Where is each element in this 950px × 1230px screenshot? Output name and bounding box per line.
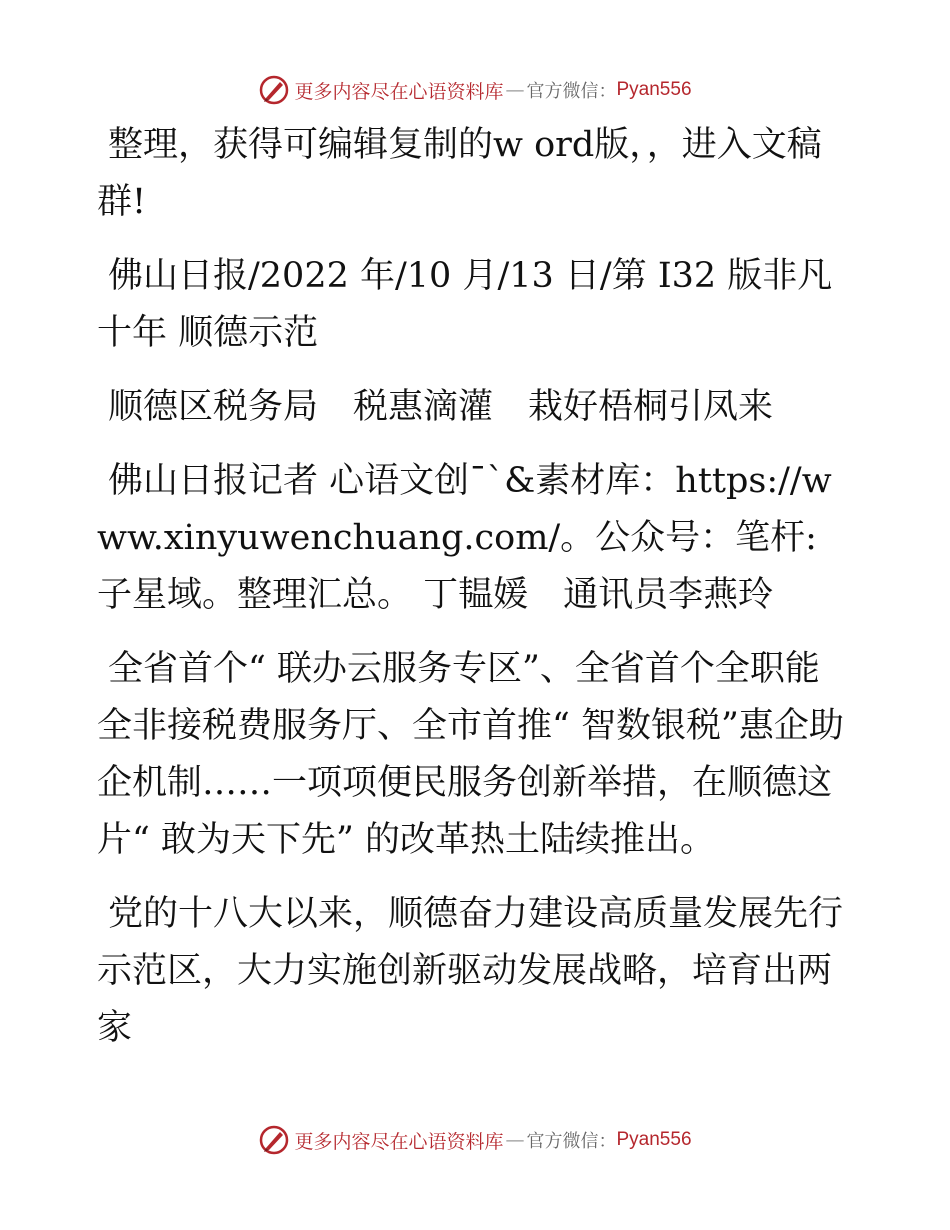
paragraph: 全省首个“ 联办云服务专区”、全省首个全职能全非接税费服务厅、全市首推“ 智数银税”惠企助企机制……一项项便民服务创新举措，在顺德这片“ 敢为天下先” 的改革热土陆续推出。 — [97, 649, 844, 860]
footer-banner — [0, 1120, 950, 1160]
header-banner — [0, 70, 950, 110]
banner-text: 更多内容尽在心语资料库 — [294, 80, 504, 103]
document-body — [97, 117, 849, 1074]
banner-text: 更多内容尽在心语资料库 — [294, 1130, 504, 1153]
banner-official-label: 官方微信： — [526, 1131, 617, 1152]
pen-logo-icon — [258, 74, 290, 106]
banner-wechat-id: Pyan556 — [616, 79, 692, 100]
banner-dash: — — [505, 1129, 525, 1151]
paragraph: 佛山日报记者 心语文创¯`&素材库：https://www.xinyuwenchuang.com/。公众号：笔杆:子星域。整理汇总。 丁韫媛 通讯员李燕玲 — [97, 461, 832, 615]
pen-logo-icon — [258, 1124, 290, 1156]
paragraph: 整理，获得可编辑复制的w ord版，，进入文稿群! — [97, 125, 822, 222]
paragraph: 党的十八大以来，顺德奋力建设高质量发展先行示范区，大力实施创新驱动发展战略，培育出两家 — [97, 894, 844, 1048]
banner-wechat-id: Pyan556 — [616, 1129, 692, 1150]
banner-official-label: 官方微信： — [526, 81, 617, 102]
paragraph: 顺德区税务局 税惠滴灌 栽好梧桐引凤来 — [108, 387, 774, 427]
paragraph: 佛山日报/2022 年/10 月/13 日/第 I32 版非凡十年 顺德示范 — [97, 256, 833, 353]
banner-dash: — — [505, 79, 525, 101]
